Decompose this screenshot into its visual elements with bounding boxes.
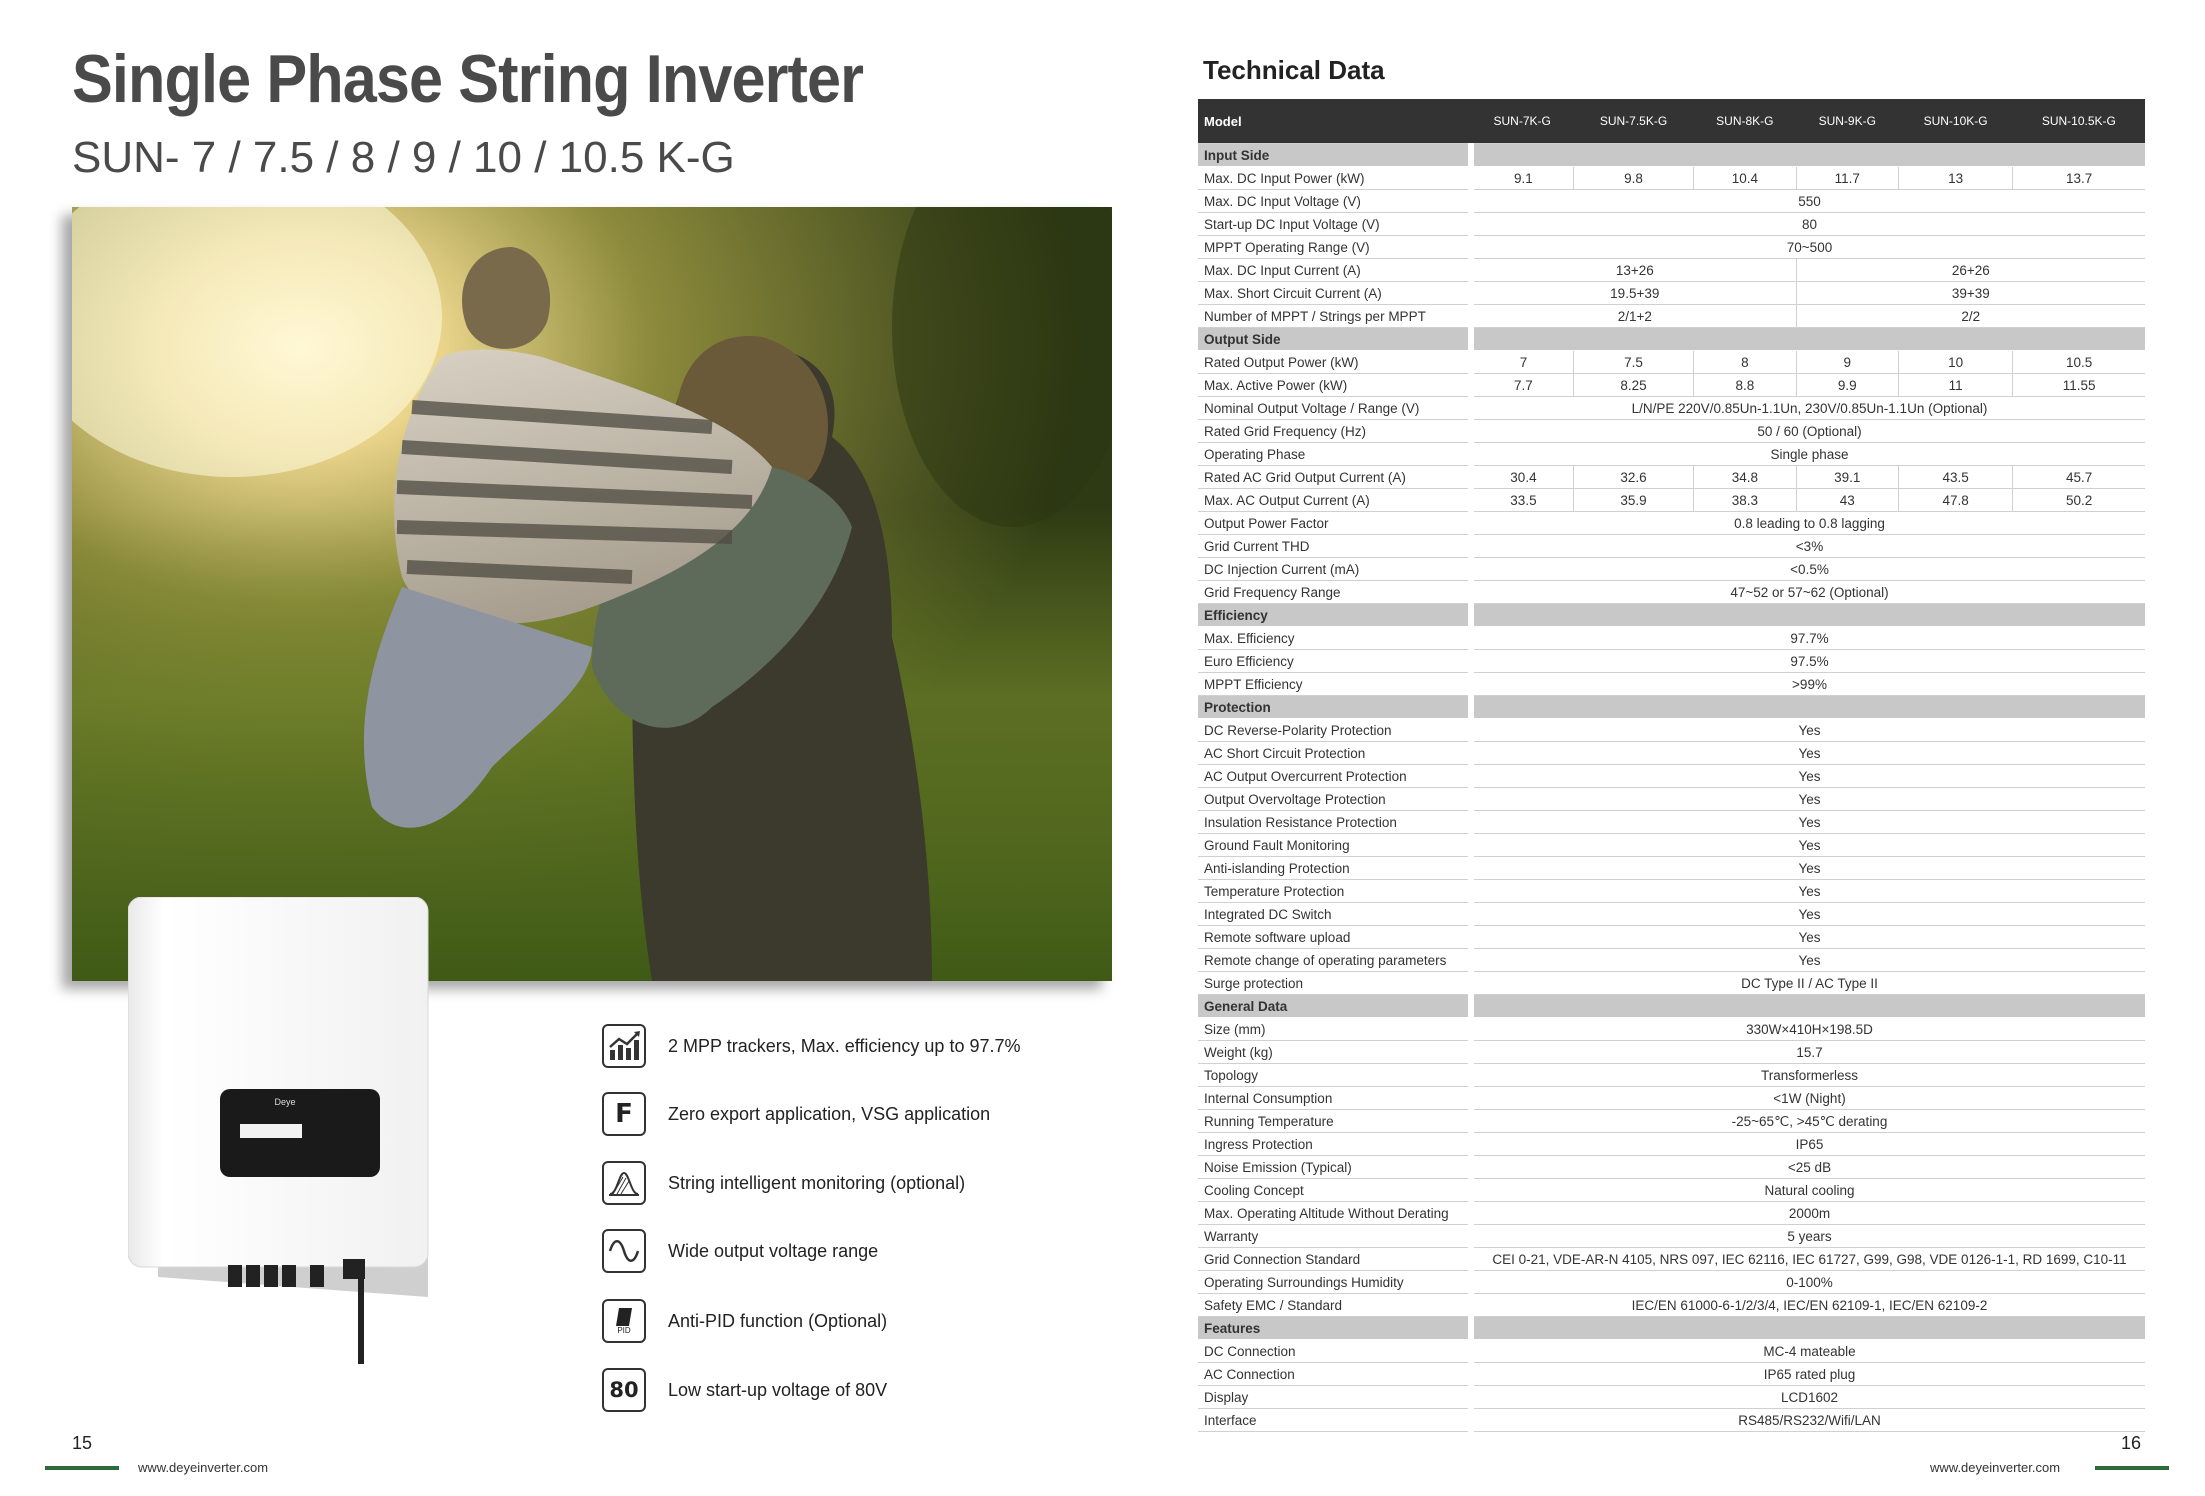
table-row xyxy=(1198,512,2145,535)
section-fill xyxy=(1471,144,2145,167)
table-cell: Yes xyxy=(1471,719,2145,742)
table-cell: 26+26 xyxy=(1796,259,2145,282)
row-label: Interface xyxy=(1198,1409,1471,1432)
section-header-row xyxy=(1198,995,2145,1018)
table-row xyxy=(1198,213,2145,236)
table-row xyxy=(1198,466,2145,489)
row-label: Max. Short Circuit Current (A) xyxy=(1198,282,1471,305)
pid-panel-icon xyxy=(602,1299,646,1343)
table-cell: 7.7 xyxy=(1471,374,1573,397)
table-cell: 7.5 xyxy=(1573,351,1693,374)
table-row xyxy=(1198,420,2145,443)
row-label: Ground Fault Monitoring xyxy=(1198,834,1471,857)
table-cell: 11.7 xyxy=(1796,167,1898,190)
section-label: Output Side xyxy=(1198,328,1471,351)
table-cell: 0.8 leading to 0.8 lagging xyxy=(1471,512,2145,535)
row-label: Max. DC Input Voltage (V) xyxy=(1198,190,1471,213)
table-cell: 7 xyxy=(1471,351,1573,374)
feature-item xyxy=(602,1366,887,1414)
table-row xyxy=(1198,282,2145,305)
table-row xyxy=(1198,1110,2145,1133)
table-cell: 8.8 xyxy=(1694,374,1796,397)
table-cell: 0-100% xyxy=(1471,1271,2145,1294)
section-label: Efficiency xyxy=(1198,604,1471,627)
table-cell: Yes xyxy=(1471,949,2145,972)
table-cell: 35.9 xyxy=(1573,489,1693,512)
table-row xyxy=(1198,397,2145,420)
table-row xyxy=(1198,1202,2145,1225)
table-cell: 8.25 xyxy=(1573,374,1693,397)
table-row xyxy=(1198,167,2145,190)
table-cell: 13 xyxy=(1898,167,2012,190)
feature-text: String intelligent monitoring (optional) xyxy=(668,1172,966,1193)
table-row xyxy=(1198,742,2145,765)
footer-url-right: www.deyeinverter.com xyxy=(1930,1460,2061,1475)
page-title: Single Phase String Inverter xyxy=(72,41,864,117)
table-cell: 97.7% xyxy=(1471,627,2145,650)
row-label: Remote software upload xyxy=(1198,926,1471,949)
table-cell: DC Type II / AC Type II xyxy=(1471,972,2145,995)
table-cell: 38.3 xyxy=(1694,489,1796,512)
table-cell: 43 xyxy=(1796,489,1898,512)
chart-up-icon xyxy=(602,1024,646,1068)
table-row xyxy=(1198,1248,2145,1271)
row-label: Temperature Protection xyxy=(1198,880,1471,903)
row-label: Number of MPPT / Strings per MPPT xyxy=(1198,305,1471,328)
table-row xyxy=(1198,857,2145,880)
pid-label: PID xyxy=(617,1326,631,1335)
table-cell: 80 xyxy=(1471,213,2145,236)
table-row xyxy=(1198,1386,2145,1409)
row-label: Running Temperature xyxy=(1198,1110,1471,1133)
lifestyle-photo xyxy=(72,207,1112,981)
model-column-header: SUN-7.5K-G xyxy=(1573,99,1693,144)
row-label: Rated Output Power (kW) xyxy=(1198,351,1471,374)
table-row xyxy=(1198,627,2145,650)
table-cell: 8 xyxy=(1694,351,1796,374)
table-row xyxy=(1198,719,2145,742)
table-row xyxy=(1198,581,2145,604)
row-label: Surge protection xyxy=(1198,972,1471,995)
table-cell: Transformerless xyxy=(1471,1064,2145,1087)
table-cell: 47~52 or 57~62 (Optional) xyxy=(1471,581,2145,604)
technical-data-title: Technical Data xyxy=(1203,55,1385,85)
feature-item xyxy=(602,1159,965,1207)
table-cell: 32.6 xyxy=(1573,466,1693,489)
spec-table xyxy=(1198,99,2145,1432)
table-row xyxy=(1198,535,2145,558)
table-row xyxy=(1198,834,2145,857)
table-cell: <25 dB xyxy=(1471,1156,2145,1179)
feature-text: Wide output voltage range xyxy=(668,1240,879,1261)
table-row xyxy=(1198,1156,2145,1179)
row-label: Grid Current THD xyxy=(1198,535,1471,558)
inverter-product-image xyxy=(128,897,438,1375)
feature-item xyxy=(602,1022,1021,1070)
table-cell: CEI 0-21, VDE-AR-N 4105, NRS 097, IEC 62116, IEC 61727, G99, G98, VDE 0126-1-1, RD 1699, C10-11 xyxy=(1471,1248,2145,1271)
sine-wave-icon xyxy=(602,1229,646,1273)
row-label: Euro Efficiency xyxy=(1198,650,1471,673)
table-cell: LCD1602 xyxy=(1471,1386,2145,1409)
row-label: Max. Operating Altitude Without Derating xyxy=(1198,1202,1471,1225)
row-label: Size (mm) xyxy=(1198,1018,1471,1041)
table-row xyxy=(1198,788,2145,811)
table-cell: 2/1+2 xyxy=(1471,305,1796,328)
model-column-header: SUN-8K-G xyxy=(1694,99,1796,144)
table-cell: 13.7 xyxy=(2013,167,2145,190)
table-cell: Yes xyxy=(1471,811,2145,834)
table-cell: Yes xyxy=(1471,765,2145,788)
model-header: Model xyxy=(1198,99,1471,144)
feature-text: Zero export application, VSG application xyxy=(668,1103,991,1124)
table-row xyxy=(1198,880,2145,903)
table-cell: Yes xyxy=(1471,834,2145,857)
feature-item xyxy=(602,1090,990,1138)
table-cell: 9.9 xyxy=(1796,374,1898,397)
footer-url-left: www.deyeinverter.com xyxy=(138,1460,269,1475)
section-fill xyxy=(1471,1317,2145,1340)
row-label: AC Short Circuit Protection xyxy=(1198,742,1471,765)
table-cell: 330W×410H×198.5D xyxy=(1471,1018,2145,1041)
section-fill xyxy=(1471,995,2145,1018)
page-number-right: 16 xyxy=(2121,1433,2142,1453)
row-label: DC Connection xyxy=(1198,1340,1471,1363)
row-label: Start-up DC Input Voltage (V) xyxy=(1198,213,1471,236)
row-label: Insulation Resistance Protection xyxy=(1198,811,1471,834)
table-cell: Yes xyxy=(1471,857,2145,880)
row-label: Operating Phase xyxy=(1198,443,1471,466)
row-label: Grid Frequency Range xyxy=(1198,581,1471,604)
row-label: Safety EMC / Standard xyxy=(1198,1294,1471,1317)
table-cell: 47.8 xyxy=(1898,489,2012,512)
table-cell: IP65 xyxy=(1471,1133,2145,1156)
table-row xyxy=(1198,1179,2145,1202)
row-label: Operating Surroundings Humidity xyxy=(1198,1271,1471,1294)
row-label: Display xyxy=(1198,1386,1471,1409)
table-cell: <0.5% xyxy=(1471,558,2145,581)
model-column-header: SUN-9K-G xyxy=(1796,99,1898,144)
section-label: Input Side xyxy=(1198,144,1471,167)
table-cell: IEC/EN 61000-6-1/2/3/4, IEC/EN 62109-1, IEC/EN 62109-2 xyxy=(1471,1294,2145,1317)
model-subtitle: SUN- 7 / 7.5 / 8 / 9 / 10 / 10.5 K-G xyxy=(72,133,735,182)
f-letter-icon: F xyxy=(602,1092,646,1136)
row-label: DC Injection Current (mA) xyxy=(1198,558,1471,581)
table-row xyxy=(1198,1018,2145,1041)
table-cell: Natural cooling xyxy=(1471,1179,2145,1202)
table-row xyxy=(1198,443,2145,466)
section-label: Features xyxy=(1198,1317,1471,1340)
table-cell: Yes xyxy=(1471,742,2145,765)
table-cell: 70~500 xyxy=(1471,236,2145,259)
table-cell: IP65 rated plug xyxy=(1471,1363,2145,1386)
table-cell: 30.4 xyxy=(1471,466,1573,489)
table-row xyxy=(1198,972,2145,995)
model-column-header: SUN-10K-G xyxy=(1898,99,2012,144)
table-cell: 50.2 xyxy=(2013,489,2145,512)
table-cell: 45.7 xyxy=(2013,466,2145,489)
row-label: Max. AC Output Current (A) xyxy=(1198,489,1471,512)
row-label: MPPT Operating Range (V) xyxy=(1198,236,1471,259)
section-header-row xyxy=(1198,1317,2145,1340)
table-row xyxy=(1198,190,2145,213)
row-label: DC Reverse-Polarity Protection xyxy=(1198,719,1471,742)
table-row xyxy=(1198,351,2145,374)
table-cell: 11 xyxy=(1898,374,2012,397)
table-cell: <1W (Night) xyxy=(1471,1087,2145,1110)
section-fill xyxy=(1471,604,2145,627)
table-cell: 33.5 xyxy=(1471,489,1573,512)
table-row xyxy=(1198,374,2145,397)
section-header-row xyxy=(1198,144,2145,167)
table-cell: 10.5 xyxy=(2013,351,2145,374)
row-label: Output Overvoltage Protection xyxy=(1198,788,1471,811)
table-header-row xyxy=(1198,99,2145,144)
row-label: AC Connection xyxy=(1198,1363,1471,1386)
table-row xyxy=(1198,558,2145,581)
table-cell: <3% xyxy=(1471,535,2145,558)
table-cell: Yes xyxy=(1471,788,2145,811)
table-cell: 50 / 60 (Optional) xyxy=(1471,420,2145,443)
page-number-left: 15 xyxy=(72,1433,93,1453)
waveform-monitor-icon xyxy=(602,1161,646,1205)
table-cell: 10 xyxy=(1898,351,2012,374)
brand-logo: Deye xyxy=(274,1097,296,1107)
table-row xyxy=(1198,305,2145,328)
table-cell: -25~65℃, >45℃ derating xyxy=(1471,1110,2145,1133)
table-row xyxy=(1198,765,2145,788)
table-cell: L/N/PE 220V/0.85Un-1.1Un, 230V/0.85Un-1.1Un (Optional) xyxy=(1471,397,2145,420)
row-label: Max. DC Input Current (A) xyxy=(1198,259,1471,282)
table-cell: 5 years xyxy=(1471,1225,2145,1248)
section-header-row xyxy=(1198,328,2145,351)
table-row xyxy=(1198,1363,2145,1386)
table-row xyxy=(1198,650,2145,673)
table-cell: 9.1 xyxy=(1471,167,1573,190)
row-label: Weight (kg) xyxy=(1198,1041,1471,1064)
table-cell: 2/2 xyxy=(1796,305,2145,328)
row-label: Rated AC Grid Output Current (A) xyxy=(1198,466,1471,489)
table-row xyxy=(1198,1041,2145,1064)
section-fill xyxy=(1471,328,2145,351)
table-row xyxy=(1198,1271,2145,1294)
row-label: Nominal Output Voltage / Range (V) xyxy=(1198,397,1471,420)
table-cell: 2000m xyxy=(1471,1202,2145,1225)
feature-text: 2 MPP trackers, Max. efficiency up to 97.7% xyxy=(668,1035,1021,1056)
row-label: AC Output Overcurrent Protection xyxy=(1198,765,1471,788)
row-label: Output Power Factor xyxy=(1198,512,1471,535)
row-label: Integrated DC Switch xyxy=(1198,903,1471,926)
table-row xyxy=(1198,259,2145,282)
row-label: Grid Connection Standard xyxy=(1198,1248,1471,1271)
row-label: Max. Efficiency xyxy=(1198,627,1471,650)
table-cell: 11.55 xyxy=(2013,374,2145,397)
row-label: MPPT Efficiency xyxy=(1198,673,1471,696)
table-cell: 15.7 xyxy=(1471,1041,2145,1064)
table-cell: 13+26 xyxy=(1471,259,1796,282)
feature-text: Anti-PID function (Optional) xyxy=(668,1310,888,1331)
table-row xyxy=(1198,811,2145,834)
row-label: Noise Emission (Typical) xyxy=(1198,1156,1471,1179)
row-label: Max. Active Power (kW) xyxy=(1198,374,1471,397)
section-label: General Data xyxy=(1198,995,1471,1018)
model-column-header: SUN-10.5K-G xyxy=(2013,99,2145,144)
table-cell: 97.5% xyxy=(1471,650,2145,673)
table-cell: 39.1 xyxy=(1796,466,1898,489)
table-cell: Yes xyxy=(1471,903,2145,926)
row-label: Rated Grid Frequency (Hz) xyxy=(1198,420,1471,443)
table-row xyxy=(1198,673,2145,696)
row-label: Remote change of operating parameters xyxy=(1198,949,1471,972)
row-label: Topology xyxy=(1198,1064,1471,1087)
table-cell: 550 xyxy=(1471,190,2145,213)
row-label: Ingress Protection xyxy=(1198,1133,1471,1156)
table-row xyxy=(1198,1133,2145,1156)
section-header-row xyxy=(1198,696,2145,719)
table-row xyxy=(1198,1087,2145,1110)
table-row xyxy=(1198,489,2145,512)
section-header-row xyxy=(1198,604,2145,627)
table-row xyxy=(1198,1225,2145,1248)
footer-accent-bar-left xyxy=(45,1466,119,1470)
table-cell: 10.4 xyxy=(1694,167,1796,190)
row-label: Max. DC Input Power (kW) xyxy=(1198,167,1471,190)
table-row xyxy=(1198,1294,2145,1317)
table-cell: 9 xyxy=(1796,351,1898,374)
table-row xyxy=(1198,903,2145,926)
table-row xyxy=(1198,1064,2145,1087)
footer-accent-bar-right xyxy=(2095,1466,2169,1470)
feature-item xyxy=(602,1297,887,1345)
table-cell: 19.5+39 xyxy=(1471,282,1796,305)
table-cell: 9.8 xyxy=(1573,167,1693,190)
number-80-icon: 80 xyxy=(602,1368,646,1412)
table-cell: 43.5 xyxy=(1898,466,2012,489)
table-cell: RS485/RS232/Wifi/LAN xyxy=(1471,1409,2145,1432)
section-fill xyxy=(1471,696,2145,719)
model-column-header: SUN-7K-G xyxy=(1471,99,1573,144)
row-label: Anti-islanding Protection xyxy=(1198,857,1471,880)
table-cell: 34.8 xyxy=(1694,466,1796,489)
section-label: Protection xyxy=(1198,696,1471,719)
table-row xyxy=(1198,236,2145,259)
table-cell: Single phase xyxy=(1471,443,2145,466)
table-cell: Yes xyxy=(1471,880,2145,903)
table-row xyxy=(1198,926,2145,949)
table-row xyxy=(1198,1409,2145,1432)
feature-text: Low start-up voltage of 80V xyxy=(668,1379,888,1400)
table-cell: 39+39 xyxy=(1796,282,2145,305)
row-label: Cooling Concept xyxy=(1198,1179,1471,1202)
table-cell: MC-4 mateable xyxy=(1471,1340,2145,1363)
row-label: Warranty xyxy=(1198,1225,1471,1248)
table-cell: Yes xyxy=(1471,926,2145,949)
feature-item xyxy=(602,1227,878,1275)
table-row xyxy=(1198,1340,2145,1363)
row-label: Internal Consumption xyxy=(1198,1087,1471,1110)
table-cell: >99% xyxy=(1471,673,2145,696)
table-row xyxy=(1198,949,2145,972)
